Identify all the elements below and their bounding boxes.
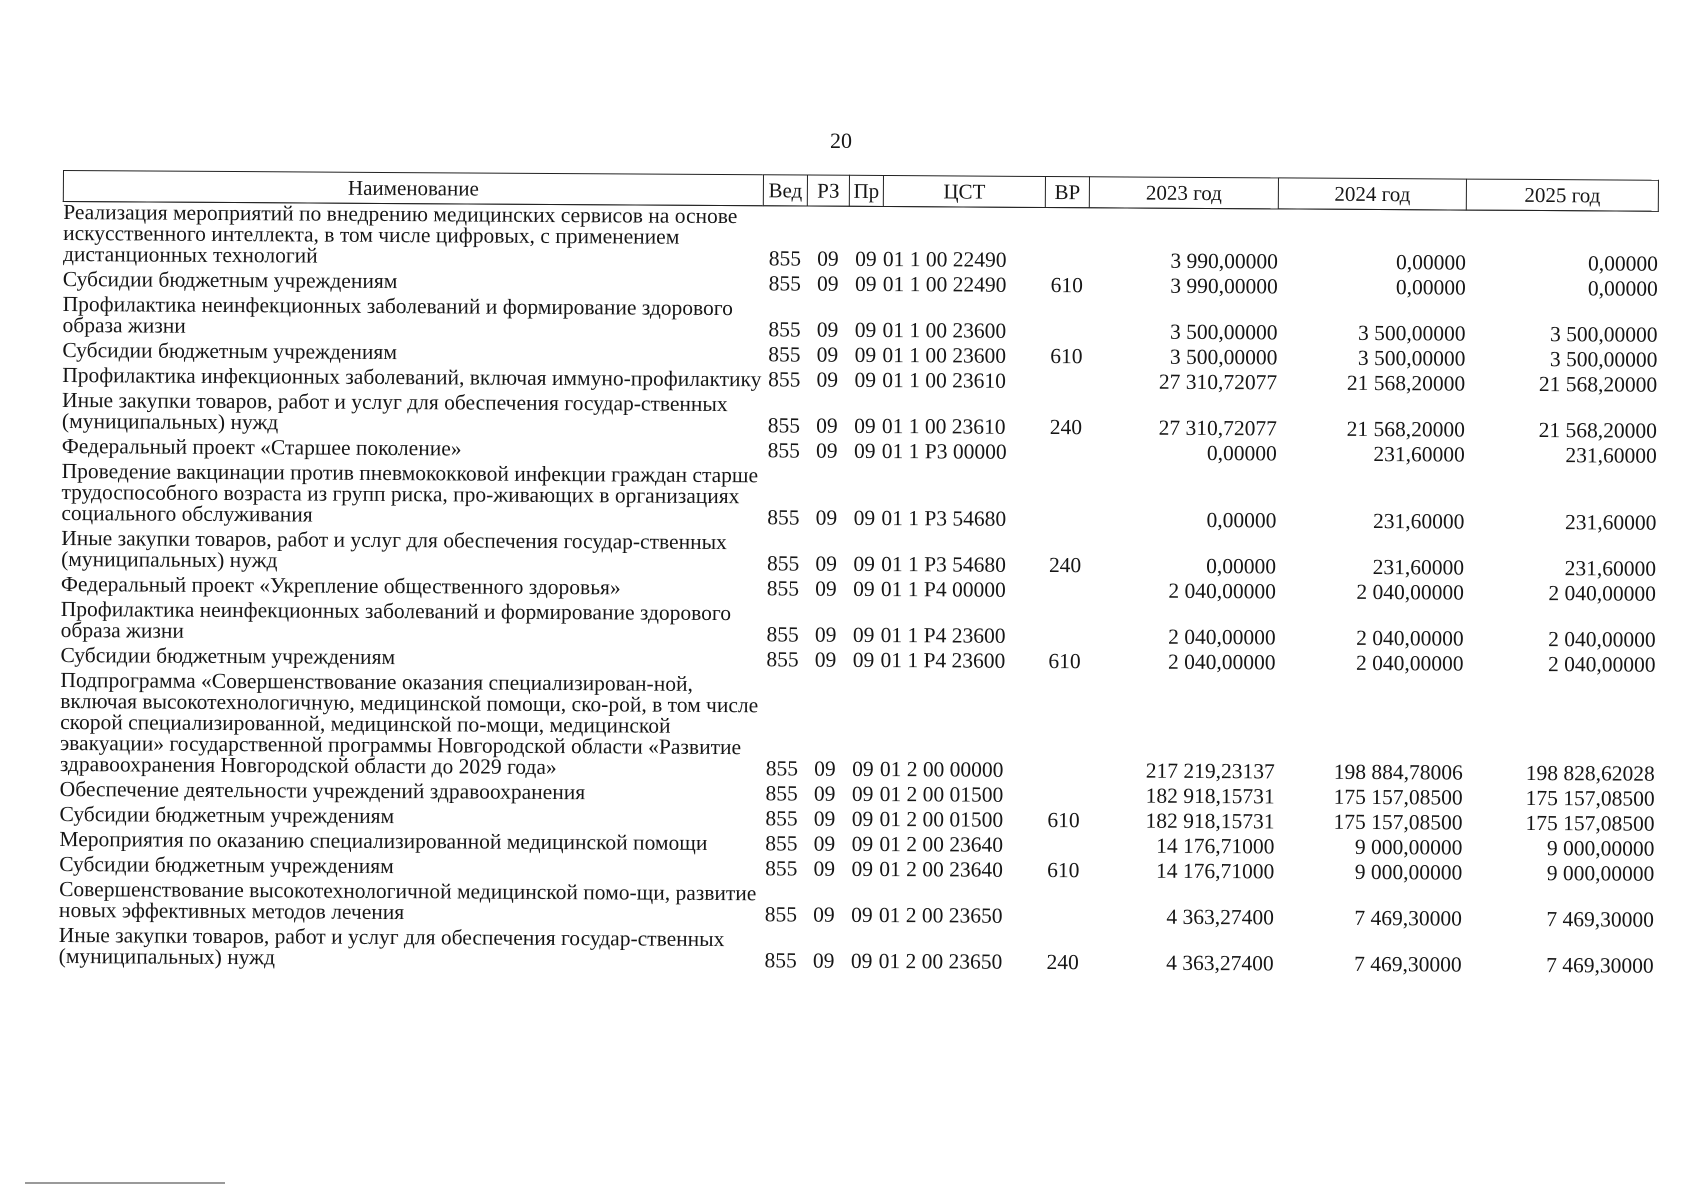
row-amount-2025: 7 469,30000 bbox=[1546, 907, 1655, 932]
row-ved: 855 bbox=[765, 781, 798, 806]
footer-rule bbox=[25, 1182, 225, 1184]
row-ved: 855 bbox=[765, 831, 798, 856]
row-pr: 09 bbox=[851, 902, 873, 927]
row-amount-2023: 182 918,15731 bbox=[1145, 783, 1275, 809]
row-ved: 855 bbox=[765, 856, 798, 881]
row-pr: 09 bbox=[850, 948, 873, 973]
row-vr: 240 bbox=[1048, 553, 1082, 578]
row-pr: 09 bbox=[851, 781, 874, 806]
row-ved: 855 bbox=[766, 551, 800, 576]
row-amount-2023: 217 219,23137 bbox=[1145, 758, 1275, 784]
row-amount-2025: 21 568,20000 bbox=[1538, 372, 1658, 397]
header-ved: Вед bbox=[763, 175, 807, 206]
row-pr: 09 bbox=[854, 413, 876, 438]
row-rz: 09 bbox=[816, 413, 838, 438]
row-ved: 855 bbox=[767, 413, 801, 438]
budget-sheet bbox=[58, 170, 1658, 981]
row-vr bbox=[1044, 371, 1088, 396]
row-amount-2024: 2 040,00000 bbox=[1356, 625, 1464, 651]
row-cst: 01 1 00 22490 bbox=[882, 247, 1007, 272]
row-amount-2023: 182 918,15731 bbox=[1145, 808, 1275, 834]
row-pr: 09 bbox=[851, 806, 874, 831]
row-amount-2023: 4 363,27400 bbox=[1166, 904, 1275, 930]
row-amount-2023: 14 176,71000 bbox=[1155, 858, 1275, 884]
row-amount-2023: 27 310,72077 bbox=[1158, 415, 1278, 441]
row-amount-2025: 7 469,30000 bbox=[1546, 953, 1654, 978]
row-amount-2025: 231,60000 bbox=[1564, 510, 1657, 535]
table-row bbox=[63, 202, 1658, 279]
header-2024: 2024 год bbox=[1278, 178, 1466, 210]
row-vr: 610 bbox=[1050, 344, 1083, 369]
row-amount-2025: 175 157,08500 bbox=[1525, 810, 1655, 836]
row-amount-2023: 4 363,27400 bbox=[1166, 950, 1274, 976]
row-pr: 09 bbox=[854, 342, 877, 367]
row-ved: 855 bbox=[768, 271, 802, 296]
row-vr: 610 bbox=[1048, 649, 1081, 674]
row-vr: 610 bbox=[1050, 273, 1084, 298]
row-cst: 01 1 P4 00000 bbox=[880, 577, 1006, 602]
row-ved: 855 bbox=[765, 806, 798, 831]
header-rz: РЗ bbox=[807, 175, 849, 206]
row-amount-2025: 231,60000 bbox=[1564, 556, 1657, 581]
header-pr: Пр bbox=[849, 175, 883, 206]
row-rz: 09 bbox=[815, 438, 838, 463]
row-name: Федеральный проект «Старшее поколение» bbox=[61, 433, 462, 461]
row-cst: 01 1 P4 23600 bbox=[880, 623, 1006, 648]
row-rz: 09 bbox=[813, 856, 836, 881]
row-amount-2024: 2 040,00000 bbox=[1355, 650, 1464, 676]
row-amount-2024: 9 000,00000 bbox=[1354, 834, 1463, 860]
row-cst: 01 1 00 22490 bbox=[882, 272, 1007, 297]
row-amount-2025: 0,00000 bbox=[1588, 251, 1659, 276]
row-rz: 09 bbox=[815, 505, 838, 530]
row-amount-2024: 2 040,00000 bbox=[1356, 579, 1465, 605]
row-amount-2024: 231,60000 bbox=[1372, 555, 1465, 580]
row-name: Субсидии бюджетным учреждениям bbox=[59, 801, 395, 829]
row-vr: 240 bbox=[1046, 950, 1079, 975]
row-amount-2025: 2 040,00000 bbox=[1548, 627, 1656, 652]
row-cst: 01 2 00 00000 bbox=[879, 757, 1004, 782]
row-vr bbox=[1043, 580, 1087, 605]
row-amount-2025: 9 000,00000 bbox=[1546, 836, 1655, 861]
row-name: Субсидии бюджетным учреждениям bbox=[60, 642, 396, 670]
row-ved: 855 bbox=[767, 505, 800, 530]
row-cst: 01 1 00 23600 bbox=[882, 318, 1007, 343]
row-rz: 09 bbox=[816, 342, 839, 367]
row-rz: 09 bbox=[813, 781, 836, 806]
row-amount-2025: 9 000,00000 bbox=[1546, 861, 1655, 886]
row-cst: 01 1 P3 00000 bbox=[881, 439, 1007, 464]
row-name: Реализация мероприятий по внедрению медицинских сервисов на основе искусственного интеллекта, в том числе цифровых, с применением дистанционных технологий bbox=[62, 200, 738, 268]
row-cst: 01 2 00 23640 bbox=[879, 831, 1004, 857]
row-amount-2024: 175 157,08500 bbox=[1333, 809, 1463, 835]
row-pr: 09 bbox=[852, 756, 874, 781]
row-amount-2023: 2 040,00000 bbox=[1167, 649, 1276, 675]
row-name: Профилактика инфекционных заболеваний, включая иммуно-профилактику bbox=[62, 362, 762, 392]
row-cst: 01 1 00 23600 bbox=[882, 343, 1007, 368]
row-vr bbox=[1043, 467, 1087, 534]
row-rz: 09 bbox=[817, 246, 839, 271]
budget-table bbox=[58, 170, 1659, 981]
row-rz: 09 bbox=[813, 831, 836, 856]
row-amount-2024: 3 500,00000 bbox=[1357, 320, 1466, 346]
row-pr: 09 bbox=[852, 622, 875, 647]
row-pr: 09 bbox=[853, 438, 876, 463]
header-cst: ЦСТ bbox=[883, 176, 1045, 208]
row-vr bbox=[1044, 442, 1088, 467]
row-amount-2025: 2 040,00000 bbox=[1547, 652, 1656, 677]
row-ved: 855 bbox=[768, 246, 802, 271]
row-pr: 09 bbox=[855, 246, 877, 271]
row-name: Субсидии бюджетным учреждениям bbox=[62, 267, 398, 294]
row-amount-2023: 3 990,00000 bbox=[1170, 273, 1278, 299]
row-vr bbox=[1044, 300, 1088, 346]
row-amount-2023: 0,00000 bbox=[1206, 440, 1277, 466]
row-name: Иные закупки товаров, работ и услуг для обеспечения государ-ственных (муниципальных) нужд bbox=[61, 525, 727, 573]
row-vr: 610 bbox=[1047, 858, 1080, 883]
row-name: Профилактика неинфекционных заболеваний и формирование здорового образа жизни bbox=[60, 596, 732, 643]
row-cst: 01 2 00 01500 bbox=[879, 807, 1004, 832]
row-amount-2023: 27 310,72077 bbox=[1158, 369, 1278, 395]
row-pr: 09 bbox=[853, 505, 876, 530]
row-pr: 09 bbox=[851, 831, 874, 856]
row-amount-2024: 175 157,08500 bbox=[1333, 784, 1463, 810]
row-name: Профилактика неинфекционных заболеваний и формирование здорового образа жизни bbox=[62, 292, 733, 338]
row-vr: 240 bbox=[1049, 415, 1083, 440]
row-amount-2024: 198 884,78006 bbox=[1333, 759, 1463, 785]
row-cst: 01 2 00 23640 bbox=[879, 856, 1003, 882]
row-vr bbox=[1042, 676, 1087, 785]
row-amount-2024: 0,00000 bbox=[1395, 275, 1466, 300]
row-amount-2025: 0,00000 bbox=[1587, 276, 1658, 301]
row-name: Обеспечение деятельности учреждений здравоохранения bbox=[59, 776, 586, 805]
row-amount-2025: 175 157,08500 bbox=[1525, 785, 1655, 811]
row-rz: 09 bbox=[815, 551, 837, 576]
row-amount-2023: 0,00000 bbox=[1206, 507, 1277, 533]
row-cst: 01 2 00 23650 bbox=[878, 948, 1003, 974]
row-amount-2025: 21 568,20000 bbox=[1538, 418, 1658, 443]
row-name: Иные закупки товаров, работ и услуг для обеспечения государ-ственных (муниципальных) нужд bbox=[58, 922, 725, 970]
row-amount-2023: 3 500,00000 bbox=[1169, 319, 1278, 345]
row-pr: 09 bbox=[852, 647, 875, 672]
row-cst: 01 1 00 23610 bbox=[881, 414, 1006, 439]
row-name: Подпрограмма «Совершенствование оказания специализирован-ной, включая высокотехнологичную, медицинской помощи, ско-рой, в том числе скорой специализированной, медицинской по-мощи, медицинской эвакуации» государственной программы Новгородской области «Развитие здравоохранения Новгородской области до 2029 года» bbox=[59, 667, 759, 780]
row-ved: 855 bbox=[768, 317, 801, 342]
row-vr bbox=[1041, 835, 1085, 860]
row-ved: 855 bbox=[768, 342, 801, 367]
row-name: Мероприятия по оказанию специализированной медицинской помощи bbox=[59, 826, 708, 855]
row-amount-2023: 3 500,00000 bbox=[1169, 344, 1278, 370]
row-amount-2024: 7 469,30000 bbox=[1354, 951, 1462, 977]
row-rz: 09 bbox=[813, 806, 836, 831]
header-name: Наименование bbox=[63, 171, 763, 206]
row-amount-2024: 9 000,00000 bbox=[1354, 859, 1463, 885]
row-vr bbox=[1041, 885, 1085, 931]
row-cst: 01 2 00 01500 bbox=[879, 782, 1004, 807]
row-amount-2024: 3 500,00000 bbox=[1357, 345, 1466, 371]
header-2025: 2025 год bbox=[1466, 179, 1658, 211]
row-rz: 09 bbox=[816, 367, 839, 392]
row-rz: 09 bbox=[813, 902, 835, 927]
row-pr: 09 bbox=[851, 856, 874, 881]
row-ved: 855 bbox=[764, 948, 797, 973]
row-amount-2024: 231,60000 bbox=[1373, 442, 1465, 467]
header-2023: 2023 год bbox=[1089, 177, 1278, 209]
row-amount-2024: 21 568,20000 bbox=[1346, 416, 1466, 442]
row-ved: 855 bbox=[766, 576, 800, 601]
row-cst: 01 1 P3 54680 bbox=[881, 506, 1007, 531]
row-rz: 09 bbox=[816, 317, 839, 342]
row-rz: 09 bbox=[814, 756, 836, 781]
row-amount-2025: 198 828,62028 bbox=[1525, 760, 1655, 786]
row-rz: 09 bbox=[814, 647, 837, 672]
row-vr bbox=[1042, 785, 1086, 810]
row-vr bbox=[1045, 208, 1089, 276]
row-ved: 855 bbox=[767, 438, 800, 463]
row-rz: 09 bbox=[816, 271, 839, 296]
row-ved: 855 bbox=[765, 756, 799, 781]
row-ved: 855 bbox=[766, 622, 799, 647]
row-name: Совершенствование высокотехнологичной медицинской помо-щи, развитие новых эффективных методов лечения bbox=[58, 876, 757, 925]
row-amount-2025: 3 500,00000 bbox=[1549, 322, 1658, 347]
row-pr: 09 bbox=[854, 367, 877, 392]
row-amount-2023: 2 040,00000 bbox=[1168, 624, 1276, 650]
row-amount-2025: 2 040,00000 bbox=[1548, 581, 1657, 606]
row-amount-2023: 3 990,00000 bbox=[1170, 248, 1279, 274]
table-row bbox=[59, 925, 1654, 981]
row-pr: 09 bbox=[854, 317, 877, 342]
row-name: Проведение вакцинации против пневмококковой инфекции граждан старше трудоспособного возраста из групп риска, про-живающих в организациях социального обслуживания bbox=[61, 458, 759, 527]
row-amount-2025: 3 500,00000 bbox=[1549, 347, 1658, 372]
table-row bbox=[60, 670, 1656, 789]
table-row bbox=[61, 461, 1656, 538]
row-pr: 09 bbox=[853, 576, 875, 601]
row-cst: 01 1 00 23610 bbox=[882, 368, 1006, 393]
row-ved: 855 bbox=[766, 647, 799, 672]
row-ved: 855 bbox=[768, 367, 801, 392]
row-amount-2024: 0,00000 bbox=[1396, 250, 1467, 275]
row-name: Субсидии бюджетным учреждениям bbox=[62, 337, 398, 365]
page-number: 20 bbox=[830, 128, 852, 153]
row-amount-2024: 7 469,30000 bbox=[1354, 905, 1463, 931]
row-pr: 09 bbox=[854, 271, 877, 296]
row-amount-2025: 231,60000 bbox=[1565, 443, 1657, 468]
row-rz: 09 bbox=[812, 948, 835, 973]
row-vr: 610 bbox=[1047, 808, 1080, 833]
row-amount-2023: 14 176,71000 bbox=[1156, 833, 1275, 859]
row-name: Субсидии бюджетным учреждениям bbox=[59, 851, 394, 879]
row-amount-2024: 21 568,20000 bbox=[1346, 370, 1466, 396]
row-name: Федеральный проект «Укрепление общественного здоровья» bbox=[60, 571, 621, 600]
row-cst: 01 2 00 23650 bbox=[878, 902, 1003, 928]
table-body bbox=[59, 202, 1659, 981]
row-rz: 09 bbox=[814, 622, 837, 647]
header-vr: ВР bbox=[1045, 177, 1089, 208]
row-cst: 01 1 P3 54680 bbox=[881, 552, 1007, 577]
row-amount-2024: 231,60000 bbox=[1372, 509, 1465, 534]
row-amount-2023: 2 040,00000 bbox=[1168, 578, 1277, 604]
row-pr: 09 bbox=[853, 551, 875, 576]
row-cst: 01 1 P4 23600 bbox=[880, 648, 1006, 673]
row-name: Иные закупки товаров, работ и услуг для обеспечения государ-ственных (муниципальных) нужд bbox=[61, 387, 728, 435]
row-vr bbox=[1043, 605, 1087, 651]
row-rz: 09 bbox=[815, 576, 837, 601]
row-ved: 855 bbox=[764, 902, 798, 927]
row-amount-2023: 0,00000 bbox=[1206, 553, 1277, 579]
